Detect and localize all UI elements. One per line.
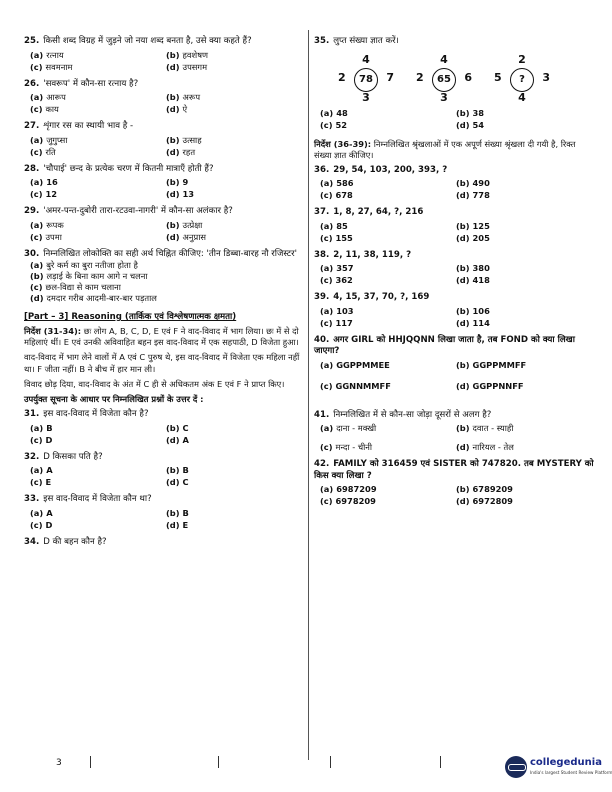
option-c: (c) 678 (320, 190, 353, 201)
question-35: 35. लुप्त संख्या ज्ञात करें। 4 2 78 7 3 4 2 65 6 3 2 5 ? 3 4 (a) 48 (b) 38 (c) 52 (d) 54 (314, 36, 594, 131)
directions: निर्देश (31-34): छः लोग A, B, C, D, E एवं F ने वाद-विवाद में भाग लिया। छः में से दो महिलाएं थीं। E एवं उनकी अविवाहित बहन इस वाद-विवाद में एक सहपाठी, D विजेता हुआ। (24, 326, 299, 348)
question-36: 36. 29, 54, 103, 200, 393, ? (a) 586 (b) 490 (c) 678 (d) 778 (314, 165, 594, 202)
options (314, 360, 594, 392)
directions-continued: वाद-विवाद में भाग लेने वालों में A एवं C पुरुष थे, इस वाद-विवाद में विजेता एक महिला नहीं था। F जीता नहीं। B ने बीच में हार मान ली। (24, 352, 300, 374)
question-37: 37. 1, 8, 27, 64, ?, 216 (a) 85 (b) 125 (c) 155 (d) 205 (314, 207, 594, 244)
option-c: (c) रति (30, 146, 56, 157)
option-c: (c) छल-विद्या से काम चलाना (30, 282, 121, 292)
option-d: (d) 13 (166, 189, 195, 199)
option-b: (b) 106 (456, 305, 490, 316)
question-40: 40. अगर GIRL को HHJQQNN लिखा जाता है, तब FOND को क्या लिखा जाएगा? (a) GGPPMMEE (b) GGPPMMFF (c) GGNNMMFF (d) GGPPNNFF (314, 335, 594, 392)
column-divider (308, 30, 309, 760)
option-b: (b) 38 (456, 107, 485, 118)
option-c: (c) 12 (30, 189, 58, 199)
question-41: 41. निम्नलिखित में से कौन-सा जोड़ा दूसरों से अलग है? (a) दाना - मक्खी (b) दवात - स्याही (c) मन्दा - चीनी (d) नारियल - तेल (314, 410, 594, 454)
options (314, 423, 594, 453)
left-column (24, 36, 306, 554)
option-a: (a) 6987209 (320, 484, 377, 495)
option-d: (d) 114 (456, 317, 490, 328)
page-number: 3 (56, 758, 62, 768)
option-d: (d) अनुप्रास (166, 231, 206, 242)
option-d: (d) 778 (456, 190, 490, 201)
option-d: (d) C (166, 477, 189, 488)
footer-tick (90, 756, 91, 768)
circle-number: 78 (354, 68, 378, 92)
question-29: 29. 'अमर-पन्त-दुबोरी तारा-रटउवा-नागरी' में कौन-सा अलंकार है? (a) रूपक (b) उत्प्रेक्षा (c) उपमा (d) अनुप्रास (24, 206, 306, 243)
options (24, 50, 306, 73)
option-c: (c) उपमा (30, 231, 62, 242)
options (24, 92, 306, 115)
option-b: (b) 380 (456, 263, 490, 274)
collegedunia-logo[interactable] (505, 754, 612, 782)
question-25: 25. किसी शब्द विग्रह में जुड़ने जो नया शब्द बनता है, उसे क्या कहते हैं? (a) रत्नाय (b) हवशेषण (c) सवमनाम (d) उपसगम (24, 36, 306, 73)
option-a: (a) 586 (320, 178, 354, 189)
puzzle-2: 4 2 65 6 3 (416, 52, 472, 104)
option-a: (a) 16 (30, 177, 58, 187)
option-a: (a) 85 (320, 220, 348, 231)
option-b: (b) दवात - स्याही (456, 423, 514, 434)
question-39: 39. 4, 15, 37, 70, ?, 169 (a) 103 (b) 106 (c) 117 (d) 114 (314, 292, 594, 329)
option-c: (c) 117 (320, 317, 353, 328)
option-b: (b) हवशेषण (166, 49, 208, 60)
option-b: (b) B (166, 465, 189, 476)
option-b: (b) 9 (166, 177, 189, 187)
option-c: (c) D (30, 519, 53, 530)
question-32: 32. D किसका पति है? (a) A (b) B (c) E (d) C (24, 452, 306, 489)
question-34: 34. D की बहन कौन है? (24, 536, 107, 547)
option-d: (d) दमदार गरीब आदमी-बार-बार पड़ताल (30, 293, 157, 303)
option-c: (c) 155 (320, 232, 353, 243)
option-a: (a) A (30, 465, 53, 476)
instruction: उपर्युक्त सूचना के आधार पर निम्नलिखित प्रश्नों के उत्तर दें : (24, 394, 204, 405)
option-c: (c) E (30, 477, 52, 488)
circle-number: 65 (432, 68, 456, 92)
question-42: 42. FAMILY को 316459 एवं SISTER को 747820. तब MYSTERY को किस क्या लिखा ? (a) 6987209 (b) 6789209 (c) 6978209 (d) 6972809 (314, 459, 594, 507)
number-puzzles (334, 54, 554, 104)
option-c: (c) सवमनाम (30, 61, 73, 72)
option-d: (d) उपसगम (166, 61, 208, 72)
option-d: (d) ऐ (166, 104, 188, 114)
directions-continued-2: विवाद छोड़ दिया, वाद-विवाद के अंत में C ही से अधिकतम अंक E एवं F ने प्राप्त किए। (24, 378, 285, 389)
question-26: 26. 'सवरूप' में कौन-सा रत्नाय है? (a) आरूप (b) अरूप (c) काय (d) ऐ (24, 79, 306, 116)
footer-tick (440, 756, 441, 768)
options (24, 423, 306, 446)
option-b: (b) अरूप (166, 92, 201, 102)
options (24, 177, 306, 200)
option-d: (d) 54 (456, 119, 485, 130)
brand-tagline: India's largest Student Review Platform (530, 770, 612, 775)
option-d: (d) A (166, 434, 189, 445)
question-33: 33. इस वाद-विवाद में विजेता कौन था? (a) A (b) B (c) D (d) E (24, 494, 306, 531)
question-27: 27. शृंगार रस का स्थायी भाव है - (a) जुगुप्सा (b) उत्साह (c) रति (d) रहत (24, 121, 306, 158)
options (24, 220, 306, 243)
option-d: (d) रहत (166, 146, 196, 157)
option-c: (c) काय (30, 104, 59, 114)
footer-tick (218, 756, 219, 768)
page-footer (0, 750, 612, 792)
options (24, 465, 306, 488)
question-31: 31. इस वाद-विवाद में विजेता कौन है? (a) B (b) C (c) D (d) A (24, 409, 306, 446)
option-d: (d) 6972809 (456, 496, 513, 507)
footer-tick (330, 756, 331, 768)
brand-name: collegedunia (530, 757, 602, 768)
section-heading: [Part – 3] Reasoning (तार्किक एवं विश्लेषणात्मक क्षमता) (24, 312, 237, 322)
option-b: (b) 6789209 (456, 484, 513, 495)
question-30: 30. निम्नलिखित लोकोक्ति का सही अर्थ चिह्नित कीजिए: 'तीन डिब्बा-बारह नौ रजिस्टर' (a) बुरे कर्म का बुरा नतीजा होता है (b) लड़ाई के बिना काम आगे न चलना (c) छल-विद्या से काम चलाना (d) दमदार गरीब आदमी-बार-बार पड़ताल (24, 249, 306, 305)
circle-number: ? (510, 68, 534, 92)
options (314, 263, 594, 286)
option-a: (a) 48 (320, 107, 348, 118)
option-d: (d) GGPPNNFF (456, 380, 524, 391)
options (24, 135, 306, 158)
option-c: (c) 6978209 (320, 496, 376, 507)
option-b: (b) उत्प्रेक्षा (166, 219, 203, 230)
options (314, 484, 594, 507)
option-b: (b) C (166, 422, 189, 433)
directions: निर्देश (36-39): निम्नलिखित श्रृंखलाओं में एक अपूर्ण संख्या श्रृंखला दी गयी है, रिक्त संख्या ज्ञात कीजिए। (314, 138, 576, 160)
option-a: (a) रूपक (30, 219, 64, 230)
option-d: (d) 205 (456, 232, 490, 243)
question-28: 28. 'चौपाई' छन्द के प्रत्येक चरण में कितनी मात्राएँ होती हैं? (a) 16 (b) 9 (c) 12 (d) 13 (24, 164, 306, 201)
option-b: (b) 490 (456, 178, 490, 189)
option-a: (a) आरूप (30, 92, 66, 102)
option-a: (a) B (30, 422, 53, 433)
options (314, 108, 594, 131)
option-b: (b) लड़ाई के बिना काम आगे न चलना (30, 271, 148, 281)
option-a: (a) A (30, 507, 53, 518)
option-b: (b) B (166, 507, 189, 518)
question-38: 38. 2, 11, 38, 119, ? (a) 357 (b) 380 (c) 362 (d) 418 (314, 250, 594, 287)
option-d: (d) E (166, 519, 189, 530)
option-a: (a) जुगुप्सा (30, 134, 68, 145)
option-a: (a) 357 (320, 263, 354, 274)
options (314, 221, 594, 244)
options (24, 260, 306, 304)
option-c: (c) 362 (320, 275, 353, 286)
options (314, 306, 594, 329)
option-c: (c) D (30, 434, 53, 445)
options (24, 508, 306, 531)
option-b: (b) 125 (456, 220, 490, 231)
option-c: (c) मन्दा - चीनी (320, 442, 373, 453)
puzzle-1: 4 2 78 7 3 (338, 52, 394, 104)
puzzle-3: 2 5 ? 3 4 (494, 52, 550, 104)
option-a: (a) दाना - मक्खी (320, 423, 377, 434)
option-b: (b) GGPPMMFF (456, 359, 527, 370)
option-a: (a) बुरे कर्म का बुरा नतीजा होता है (30, 260, 138, 270)
option-c: (c) 52 (320, 119, 348, 130)
option-c: (c) GGNNMMFF (320, 380, 391, 391)
mascot-icon (505, 756, 527, 778)
option-a: (a) GGPPMMEE (320, 359, 390, 370)
option-d: (d) 418 (456, 275, 490, 286)
option-a: (a) रत्नाय (30, 49, 64, 60)
option-d: (d) नारियल - तेल (456, 442, 514, 453)
options (314, 178, 594, 201)
option-b: (b) उत्साह (166, 134, 202, 145)
right-column (314, 36, 594, 513)
option-a: (a) 103 (320, 305, 354, 316)
